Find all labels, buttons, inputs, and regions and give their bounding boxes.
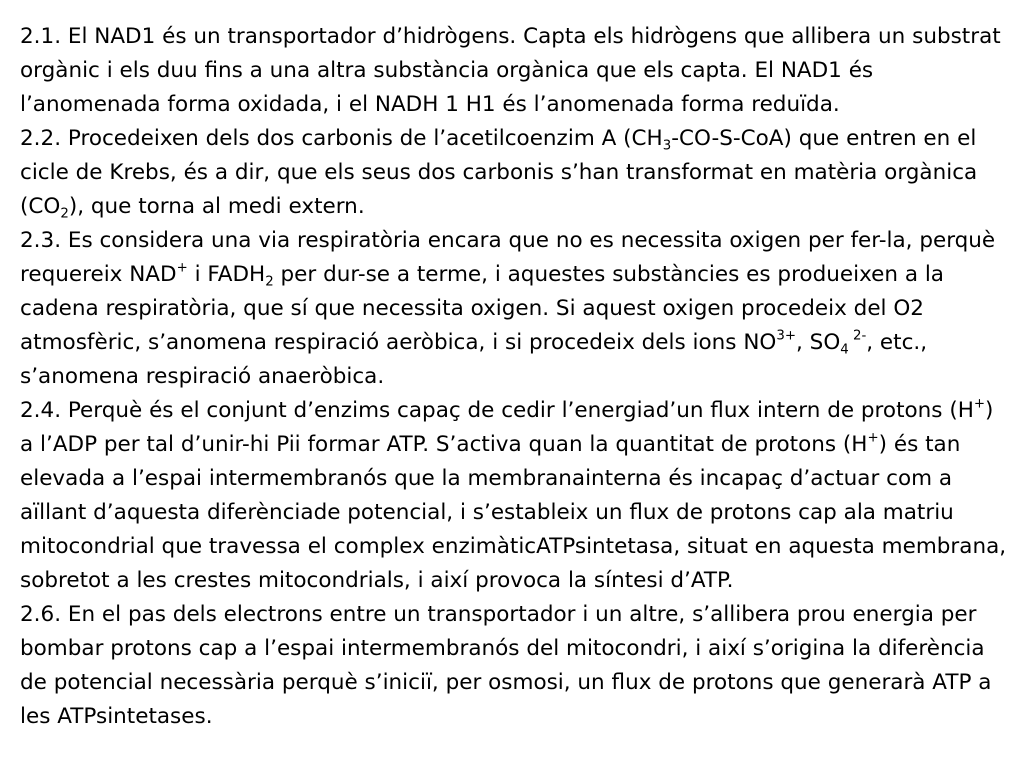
paragraph-2-2-text-b: -CO-S-CoA) que entren en el cicle de Krebs, és a dir, que els seus dos carbonis s’han transformat en matèria orgànica (CO: [20, 126, 978, 219]
paragraph-2-3-text-e: , etc., s’anomena respiració anaeròbica.: [20, 330, 928, 389]
superscript-3-plus: 3+: [776, 328, 796, 344]
superscript-plus: +: [867, 430, 879, 446]
paragraph-2-4-text-a: 2.4. Perquè és el conjunt d’enzims capaç de cedir l’energiad’un flux intern de protons (H: [20, 398, 974, 423]
paragraph-2-4-text-b: ) a l’ADP per tal d’unir-hi Pii formar ATP. S’activa quan la quantitat de protons (H: [20, 398, 994, 457]
paragraph-2-2-text-a: 2.2. Procedeixen dels dos carbonis de l’acetilcoenzim A (CH: [20, 126, 663, 151]
paragraph-2-1-text: 2.1. El NAD1 és un transportador d’hidrògens. Capta els hidrògens que allibera un substrat orgànic i els duu fins a una altra substància orgànica que els capta. El NAD1 és l’anomenada forma oxidada, i el NADH 1 H1 és l’anomenada forma reduïda.: [20, 24, 1001, 117]
superscript-plus: +: [176, 260, 188, 276]
paragraph-2-3-text-a: 2.3. Es considera una via respiratòria encara que no es necessita oxigen per fer-la, perquè requereix NAD: [20, 228, 996, 287]
paragraph-2-2-text-c: ), que torna al medi extern.: [68, 194, 365, 219]
subscript-2: 2: [265, 274, 274, 290]
superscript-plus: +: [973, 396, 986, 412]
paragraph-2-1: [20, 20, 1010, 122]
paragraph-2-6: [20, 598, 1010, 734]
paragraph-2-3-text-c: per dur-se a terme, i aquestes substàncies es produeixen a la cadena respiratòria, que sí que necessita oxigen. Si aquest oxigen procedeix del O2 atmosfèric, s’anomena respiració aeròbica, i si procedeix dels ions NO: [20, 262, 944, 355]
subscript-4: 4: [840, 342, 849, 358]
paragraph-2-3-text-d: , SO: [796, 330, 841, 355]
subscript-2: 2: [60, 206, 69, 222]
slide-text-body: [20, 20, 1010, 734]
paragraph-2-4: [20, 394, 1010, 598]
paragraph-2-3: [20, 224, 1010, 394]
paragraph-2-2: [20, 122, 1010, 224]
paragraph-2-3-text-b: i FADH: [187, 262, 266, 287]
superscript-2-minus: 2-: [848, 328, 867, 344]
paragraph-2-4-text-c: ) és tan elevada a l’espai intermembranós que la membranainterna és incapaç d’actuar com a aïllant d’aquesta diferènciade potencial, i s’estableix un flux de protons cap ala matriu mitocondrial que travessa el complex enzimàticATPsintetasa, situat en aquesta membrana, sobretot a les crestes mitocondrials, i així provoca la síntesi d’ATP.: [20, 432, 1007, 593]
subscript-3: 3: [662, 138, 672, 154]
paragraph-2-6-text: 2.6. En el pas dels electrons entre un transportador i un altre, s’allibera prou energia per bombar protons cap a l’espai intermembranós del mitocondri, i així s’origina la diferència de potencial necessària perquè s’iniciï, per osmosi, un flux de protons que generarà ATP a les ATPsintetases.: [20, 602, 992, 729]
